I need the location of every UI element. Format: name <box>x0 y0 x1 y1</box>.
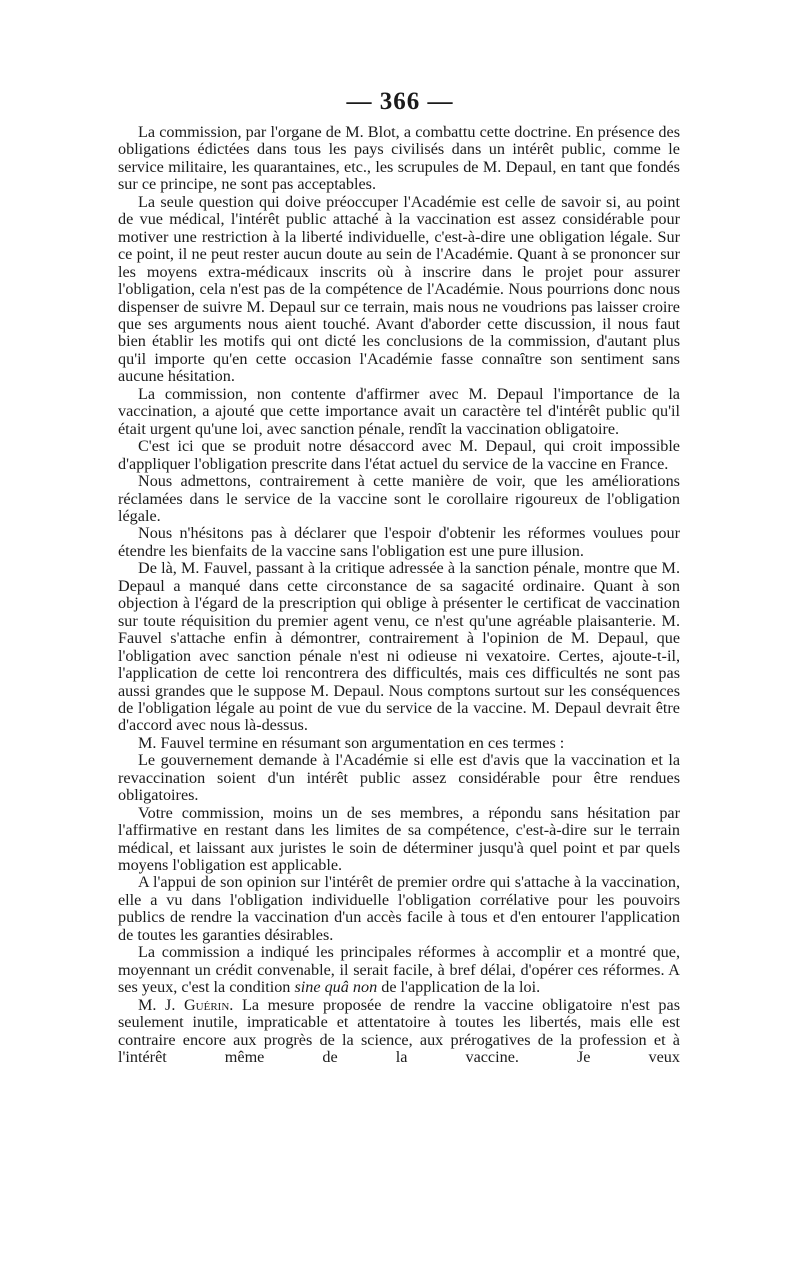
paragraph: M. Fauvel termine en résumant son argumentation en ces termes : <box>138 733 565 752</box>
paragraph-text: de l'application de la loi. <box>377 978 541 997</box>
paragraph-text: La commission a indiqué les principales réformes à accomplir et a montré que, moyennant un crédit convenable, il serait facile, à bref délai, d'opérer ces réformes. A ses yeux, c'est la condition <box>118 943 680 997</box>
paragraph: Votre commission, moins un de ses membres, a répondu sans hésitation par l'affirmative en restant dans les limites de sa compétence, c'est-à-dire sur le terrain médical, et laissant aux juristes le soin de déterminer jusqu'à quel point et par quels moyens l'obligation est applicable. <box>118 803 680 875</box>
paragraph: La commission, par l'organe de M. Blot, a combattu cette doctrine. En présence des obligations édictées dans tous les pays civilisés dans un intérêt public, comme le service militaire, les quarantaines, etc., les scrupules de M. Depaul, en tant que fondés sur ce principe, ne sont pas acceptables. <box>118 123 680 194</box>
paragraph <box>118 944 680 996</box>
speaker-name: M. J. Guérin. <box>138 995 234 1014</box>
paragraph: La seule question qui doive préoccuper l'Académie est celle de savoir si, au point de vue médical, l'intérêt public attaché à la vaccination est assez considérable pour motiver une restriction à la liberté individuelle, c'est-à-dire une obligation légale. Sur ce point, il ne peut rester aucun doute au sein de l'Académie. Quant à se prononcer sur les moyens extra-médicaux inscrits où à inscrire dans le projet pour assurer l'obligation, cela n'est pas de la compétence de l'Académie. Nous pourrions donc nous dispenser de suivre M. Depaul sur ce terrain, mais nous ne voudrions pas laisser croire que ses arguments nous aient touché. Avant d'aborder cette discussion, il nous faut bien établir les motifs qui ont dicté les conclusions de la commission, d'autant plus qu'il importe qu'en cette occasion l'Académie fasse connaître son sentiment sans aucune hésitation. <box>118 192 680 386</box>
italic-phrase: sine quâ non <box>294 978 378 997</box>
page-body <box>118 124 680 1066</box>
paragraph: C'est ici que se produit notre désaccord avec M. Depaul, qui croit impossible d'appliquer l'obligation prescrite dans l'état actuel du service de la vaccine en France. <box>118 437 680 473</box>
paragraph: Nous n'hésitons pas à déclarer que l'espoir d'obtenir les réformes voulues pour étendre les bienfaits de la vaccine sans l'obligation est une pure illusion. <box>118 524 680 560</box>
paragraph: Le gouvernement demande à l'Académie si elle est d'avis que la vaccination et la revaccination soient d'un intérêt public assez considérable pour être rendues obligatoires. <box>118 751 680 805</box>
paragraph: Nous admettons, contrairement à cette manière de voir, que les améliorations réclamées dans le service de la vaccine sont le corollaire rigoureux de l'obligation légale. <box>118 472 680 525</box>
paragraph: La commission, non contente d'affirmer avec M. Depaul l'importance de la vaccination, a ajouté que cette importance avait un caractère tel d'intérêt public qu'il était urgent qu'une loi, avec sanction pénale, rendît la vaccination obligatoire. <box>118 384 680 438</box>
page-number: — 366 — <box>346 88 454 115</box>
paragraph: A l'appui de son opinion sur l'intérêt de premier ordre qui s'attache à la vaccination, elle a vu dans l'obligation individuelle l'obligation corrélative pour les pouvoirs publics de rendre la vaccination d'un accès facile à tous et d'en entourer l'application de toutes les garanties désirables. <box>118 873 680 944</box>
paragraph: De là, M. Fauvel, passant à la critique adressée à la sanction pénale, montre que M. Depaul a manqué dans cette circonstance de sa sagacité ordinaire. Quant à son objection à l'égard de la prescription qui oblige à présenter le certificat de vaccination sur toute réquisition du premier agent venu, ce n'est qu'une agréable plaisanterie. M. Fauvel s'attache enfin à démontrer, contrairement à l'opinion de M. Depaul, que l'obligation avec sanction pénale n'est ni odieuse ni vexatoire. Certes, ajoute-t-il, l'application de cette loi rencontrera des difficultés, mais ces difficultés ne sont pas aussi grandes que le suppose M. Depaul. Nous comptons surtout sur les conséquences de l'obligation légale au point de vue du service de la vaccine. M. Depaul devrait être d'accord avec nous là-dessus. <box>118 559 680 735</box>
paragraph-text: La mesure proposée de rendre la vaccine obligatoire n'est pas seulement inutile, impraticable et attentatoire à toutes les libertés, mais elle est contraire encore aux progrès de la science, aux prérogatives de la profession et à l'intérêt même de la vaccine. Je veux <box>118 995 681 1067</box>
paragraph <box>118 997 680 1067</box>
